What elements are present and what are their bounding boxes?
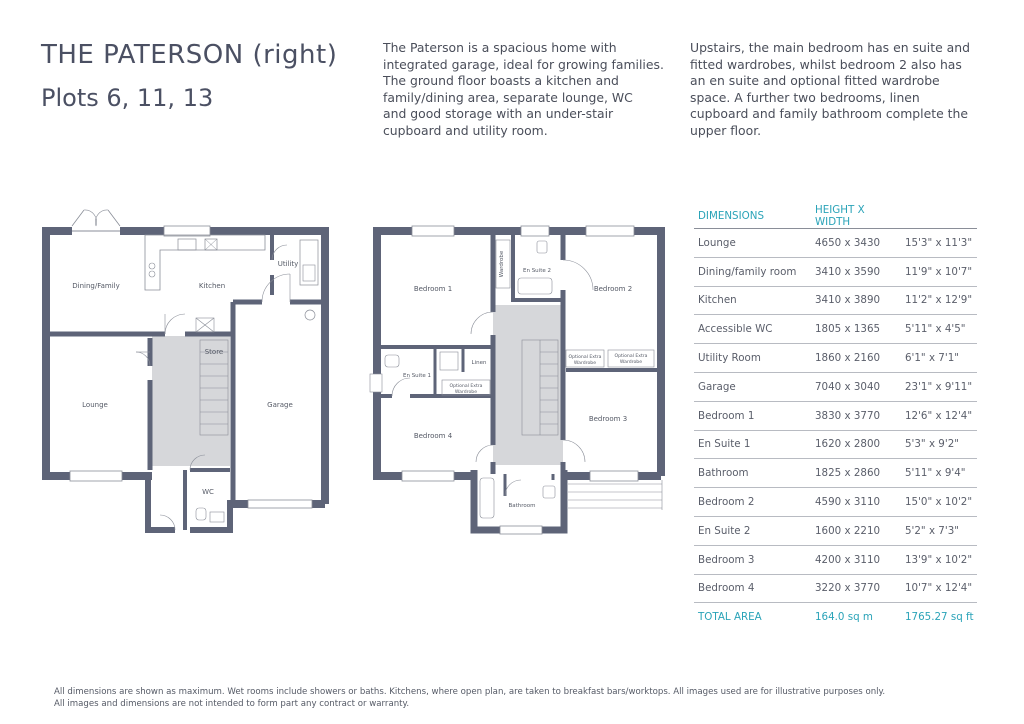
imperial-cell: 12'6" x 12'4" xyxy=(901,401,977,430)
column-header: HEIGHT X WIDTH xyxy=(811,204,901,229)
metric-cell: 3220 x 3770 xyxy=(811,574,901,603)
table-header-row xyxy=(694,204,977,229)
table-row xyxy=(694,372,977,401)
disclaimer xyxy=(54,686,885,710)
metric-cell: 1805 x 1365 xyxy=(811,315,901,344)
metric-cell: 4650 x 3430 xyxy=(811,229,901,258)
room-name-cell: Bathroom xyxy=(694,459,811,488)
column-header: DIMENSIONS xyxy=(694,204,811,229)
optional-wardrobe-b-line1: Optional Extra xyxy=(568,355,602,360)
table-row xyxy=(694,488,977,517)
room-label-ensuite1: En Suite 1 xyxy=(402,373,432,379)
dimensions-table xyxy=(694,204,977,631)
room-label-utility: Utility xyxy=(277,260,299,268)
table-row xyxy=(694,257,977,286)
room-label-kitchen: Kitchen xyxy=(198,282,226,290)
table-row xyxy=(694,516,977,545)
disclaimer-line-2: All images and dimensions are not intended to form part any contract or warranty. xyxy=(54,699,410,709)
imperial-cell: 5'2" x 7'3" xyxy=(901,516,977,545)
room-name-cell: Kitchen xyxy=(694,286,811,315)
room-label-ensuite2: En Suite 2 xyxy=(522,268,552,274)
imperial-cell: 5'3" x 9'2" xyxy=(901,430,977,459)
room-name-cell: En Suite 1 xyxy=(694,430,811,459)
imperial-cell: 6'1" x 7'1" xyxy=(901,344,977,373)
total-area-row xyxy=(694,603,977,631)
column-header xyxy=(901,204,977,229)
room-label-bedroom1: Bedroom 1 xyxy=(413,285,453,293)
room-name-cell: Garage xyxy=(694,372,811,401)
imperial-cell: 13'9" x 10'2" xyxy=(901,545,977,574)
room-label-garage: Garage xyxy=(267,401,293,409)
imperial-cell: 5'11" x 4'5" xyxy=(901,315,977,344)
metric-cell: 1600 x 2210 xyxy=(811,516,901,545)
metric-cell: 3830 x 3770 xyxy=(811,401,901,430)
imperial-cell: 10'7" x 12'4" xyxy=(901,574,977,603)
total-label: TOTAL AREA xyxy=(698,611,762,624)
table-row xyxy=(694,401,977,430)
metric-cell: 1825 x 2860 xyxy=(811,459,901,488)
room-label-wardrobe: Wardrobe xyxy=(499,250,505,278)
imperial-cell: 11'2" x 12'9" xyxy=(901,286,977,315)
ground-floor-plan xyxy=(46,210,325,530)
optional-wardrobe-c-line2: Wardrobe xyxy=(619,360,643,365)
room-name-cell: En Suite 2 xyxy=(694,516,811,545)
room-name-cell: Lounge xyxy=(694,229,811,258)
room-label-store: Store xyxy=(204,348,224,356)
table-row xyxy=(694,344,977,373)
imperial-cell: 23'1" x 9'11" xyxy=(901,372,977,401)
table-row xyxy=(694,459,977,488)
disclaimer-line-1: All dimensions are shown as maximum. Wet rooms include showers or baths. Kitchens, where open plan, are taken to breakfast bars/worktops. All images used are for illustrative purposes only. xyxy=(54,687,886,697)
optional-wardrobe-a-line1: Optional Extra xyxy=(449,384,483,389)
table-row xyxy=(694,229,977,258)
room-label-bathroom: Bathroom xyxy=(508,503,536,509)
room-name-cell: Dining/family room xyxy=(694,257,811,286)
table-row xyxy=(694,430,977,459)
room-name-cell: Bedroom 1 xyxy=(694,401,811,430)
room-name-cell: Utility Room xyxy=(694,344,811,373)
total-metric: 164.0 sq m xyxy=(815,611,873,624)
room-name-cell: Bedroom 4 xyxy=(694,574,811,603)
imperial-cell: 11'9" x 10'7" xyxy=(901,257,977,286)
table-row xyxy=(694,315,977,344)
metric-cell: 3410 x 3890 xyxy=(811,286,901,315)
room-label-bedroom2: Bedroom 2 xyxy=(593,285,633,293)
room-label-bedroom3: Bedroom 3 xyxy=(588,415,628,423)
metric-cell: 7040 x 3040 xyxy=(811,372,901,401)
plots-subtitle: Plots 6, 11, 13 xyxy=(41,84,214,112)
imperial-cell: 15'0" x 10'2" xyxy=(901,488,977,517)
room-name-cell: Accessible WC xyxy=(694,315,811,344)
imperial-cell: 15'3" x 11'3" xyxy=(901,229,977,258)
room-label-lounge: Lounge xyxy=(82,401,108,409)
room-label-bedroom4: Bedroom 4 xyxy=(413,432,453,440)
metric-cell: 1620 x 2800 xyxy=(811,430,901,459)
room-label-wc: WC xyxy=(202,488,214,496)
optional-wardrobe-a-line2: Wardrobe xyxy=(454,390,478,395)
table-row xyxy=(694,286,977,315)
metric-cell: 4200 x 3110 xyxy=(811,545,901,574)
first-floor-plan xyxy=(370,226,662,534)
room-name-cell: Bedroom 2 xyxy=(694,488,811,517)
imperial-cell: 5'11" x 9'4" xyxy=(901,459,977,488)
metric-cell: 4590 x 3110 xyxy=(811,488,901,517)
optional-wardrobe-c-line1: Optional Extra xyxy=(614,354,648,359)
optional-wardrobe-b-line2: Wardrobe xyxy=(573,361,597,366)
metric-cell: 3410 x 3590 xyxy=(811,257,901,286)
room-name-cell: Bedroom 3 xyxy=(694,545,811,574)
table-row xyxy=(694,574,977,603)
room-label-dining: Dining/Family xyxy=(72,282,120,290)
table-row xyxy=(694,545,977,574)
page-title: THE PATERSON (right) xyxy=(41,40,338,70)
floor-plans xyxy=(30,200,680,545)
total-imperial: 1765.27 sq ft xyxy=(905,611,974,624)
description-upper: Upstairs, the main bedroom has en suite and fitted wardrobes, whilst bedroom 2 also has an en suite and optional fitted wardrobe space. A further two bedrooms, linen cupboard and family bathroom complete the upper floor. xyxy=(690,40,970,138)
metric-cell: 1860 x 2160 xyxy=(811,344,901,373)
room-label-linen: Linen xyxy=(471,360,487,366)
description-ground: The Paterson is a spacious home with integrated garage, ideal for growing families. The ground floor boasts a kitchen and family/dining area, separate lounge, WC and good storage with an under-stair cupboard and utility room. xyxy=(383,40,664,138)
